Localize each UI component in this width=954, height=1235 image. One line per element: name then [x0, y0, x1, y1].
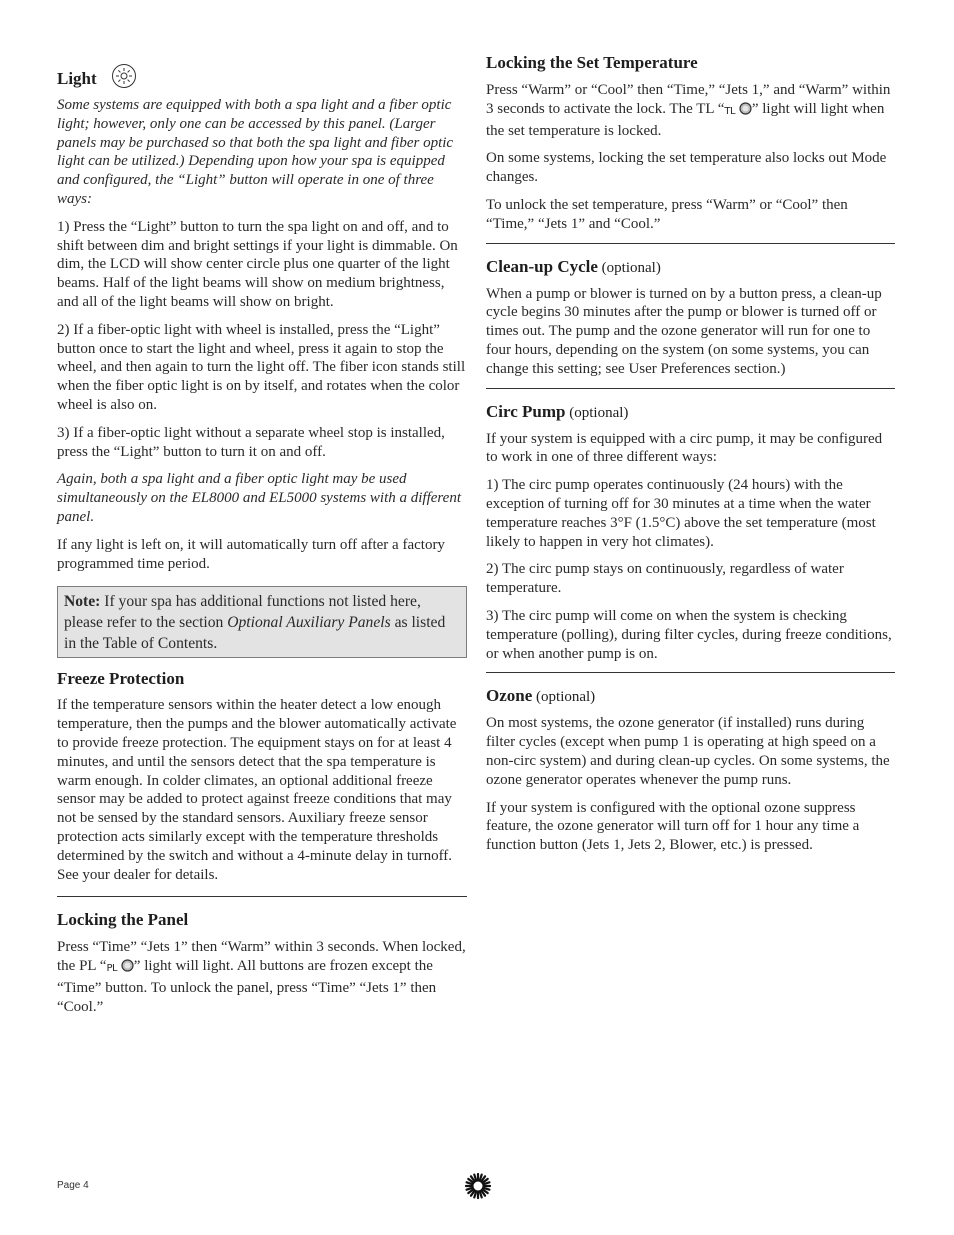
locking-temperature-unlock: To unlock the set temperature, press “Warm” or “Cool” then “Time,” “Jets 1” and “Cool.” — [486, 196, 848, 232]
sunburst-logo-icon — [465, 1173, 491, 1199]
tl-indicator: TL — [724, 101, 751, 122]
freeze-protection-heading: Freeze Protection — [57, 669, 185, 689]
locking-panel-body: Press “Time” “Jets 1” then “Warm” within 3 seconds. When locked, the PL “PL ” light will light. All buttons are frozen except the “Time” button. To unlock the panel, press “Time” “Jets 1” then “Cool.” — [57, 939, 466, 1015]
section-divider — [486, 388, 895, 389]
note-link-text: Optional Auxiliary Panels — [227, 614, 391, 632]
ozone-heading: Ozone (optional) — [486, 686, 596, 706]
locking-temperature-body: Press “Warm” or “Cool” then “Time,” “Jets 1,” and “Warm” within 3 seconds to activate the lock. The TL “TL ” light will light when the set temperature is locked. — [486, 82, 891, 139]
ozone-body-1: On most systems, the ozone generator (if installed) runs during filter cycles (except when pump 1 is operating at high speed on a non-circ system) and during clean-up cycles. On some systems, the ozone generator operates whenever the pump runs. — [486, 715, 890, 788]
indicator-light-icon — [739, 102, 752, 115]
ozone-body-2: If your system is configured with the optional ozone suppress feature, the ozone generator will turn off for 1 hour any time a function button (Jets 1, Jets 2, Blower, etc.) is pressed. — [486, 799, 860, 854]
light-heading: Light — [57, 63, 467, 90]
section-divider — [57, 896, 467, 897]
circ-pump-heading: Circ Pump (optional) — [486, 401, 629, 421]
page-number: Page 4 — [57, 1180, 89, 1191]
indicator-light-icon — [121, 959, 134, 972]
circ-pump-option-2: 2) The circ pump stays on continuously, regardless of water temperature. — [486, 561, 844, 597]
light-option-2: 2) If a fiber-optic light with wheel is installed, press the “Light” button once to start the light and wheel, press it again to stop the wheel, and then again to turn the light off. The fiber icon stands still when the fiber optic light is on by itself, and rotates when the color wheel is also on. — [57, 321, 466, 413]
cleanup-cycle-body: When a pump or blower is turned on by a button press, a clean-up cycle begins 30 minutes after the pump or blower is turned off or times out. The pump and the ozone generator will run for one to four hours, depending on the system (on some systems, you can change this setting; see User Preferences section.) — [486, 285, 882, 377]
section-divider — [486, 243, 895, 244]
freeze-protection-body: If the temperature sensors within the heater detect a low enough temperature, then the pumps and the blower automatically activate to provide freeze protection. The equipment stays on for at least 4 minutes, and until the sensors detect that the spa temperature is warm enough. In colder climates, an optional additional freeze sensor may be added to protect against freeze conditions that may not be sensed by the standard sensors. Auxiliary freeze sensor protection acts similarly except with the temperature thresholds determined by the switch and without a 4-minute delay in turnoff. See your dealer for details. — [57, 697, 457, 883]
light-option-1: 1) Press the “Light” button to turn the spa light on and off, and to shift between dim and bright settings if your light is dimmable. On dim, the LCD will show center circle plus one quarter of the light beams. Half of the light beams will show on medium brightness, and all of the light beams will show on bright. — [57, 218, 458, 310]
circ-pump-option-1: 1) The circ pump operates continuously (24 hours) with the exception of turning off for 30 minutes at a time when the water temperature reaches 3°F (1.5°C) above the set temperature (most likely to happen in very hot climates). — [486, 477, 876, 550]
note-label: Note: — [64, 593, 101, 611]
light-auto-off: If any light is left on, it will automatically turn off after a factory programmed time period. — [57, 536, 445, 572]
left-column — [57, 52, 467, 1025]
locking-panel-heading: Locking the Panel — [57, 910, 189, 930]
light-simultaneous-note: Again, both a spa light and a fiber optic light may be used simultaneously on the EL8000 and EL5000 systems with a different panel. — [57, 471, 462, 525]
cleanup-cycle-heading: Clean-up Cycle (optional) — [486, 256, 661, 276]
pl-indicator: PL — [106, 958, 133, 979]
circ-pump-intro: If your system is equipped with a circ pump, it may be configured to work in one of three different ways: — [486, 430, 883, 466]
note-box — [57, 586, 467, 658]
circ-pump-option-3: 3) The circ pump will come on when the system is checking temperature (polling), during filter cycles, during freeze conditions, or when another pump is on. — [486, 607, 892, 662]
light-intro: Some systems are equipped with both a spa light and a fiber optic light; however, only one can be accessed by this panel. (Larger panels may be purchased so that both the spa light and fiber optic light can be utilized.) Depending upon how your spa is equipped and configured, the “Light” button will operate in one of three ways: — [57, 97, 454, 207]
note-text: Note: If your spa has additional functions not listed here, please refer to the section Optional Auxiliary Panels as listed in the Table of Contents. — [64, 593, 446, 653]
right-column — [486, 52, 895, 864]
light-bulb-icon — [111, 63, 137, 89]
section-divider — [486, 672, 895, 673]
locking-temperature-heading: Locking the Set Temperature — [486, 53, 698, 72]
locking-temperature-mode: On some systems, locking the set temperature also locks out Mode changes. — [486, 150, 887, 186]
light-option-3: 3) If a fiber-optic light without a separate wheel stop is installed, press the “Light” button to turn it on and off. — [57, 424, 445, 460]
